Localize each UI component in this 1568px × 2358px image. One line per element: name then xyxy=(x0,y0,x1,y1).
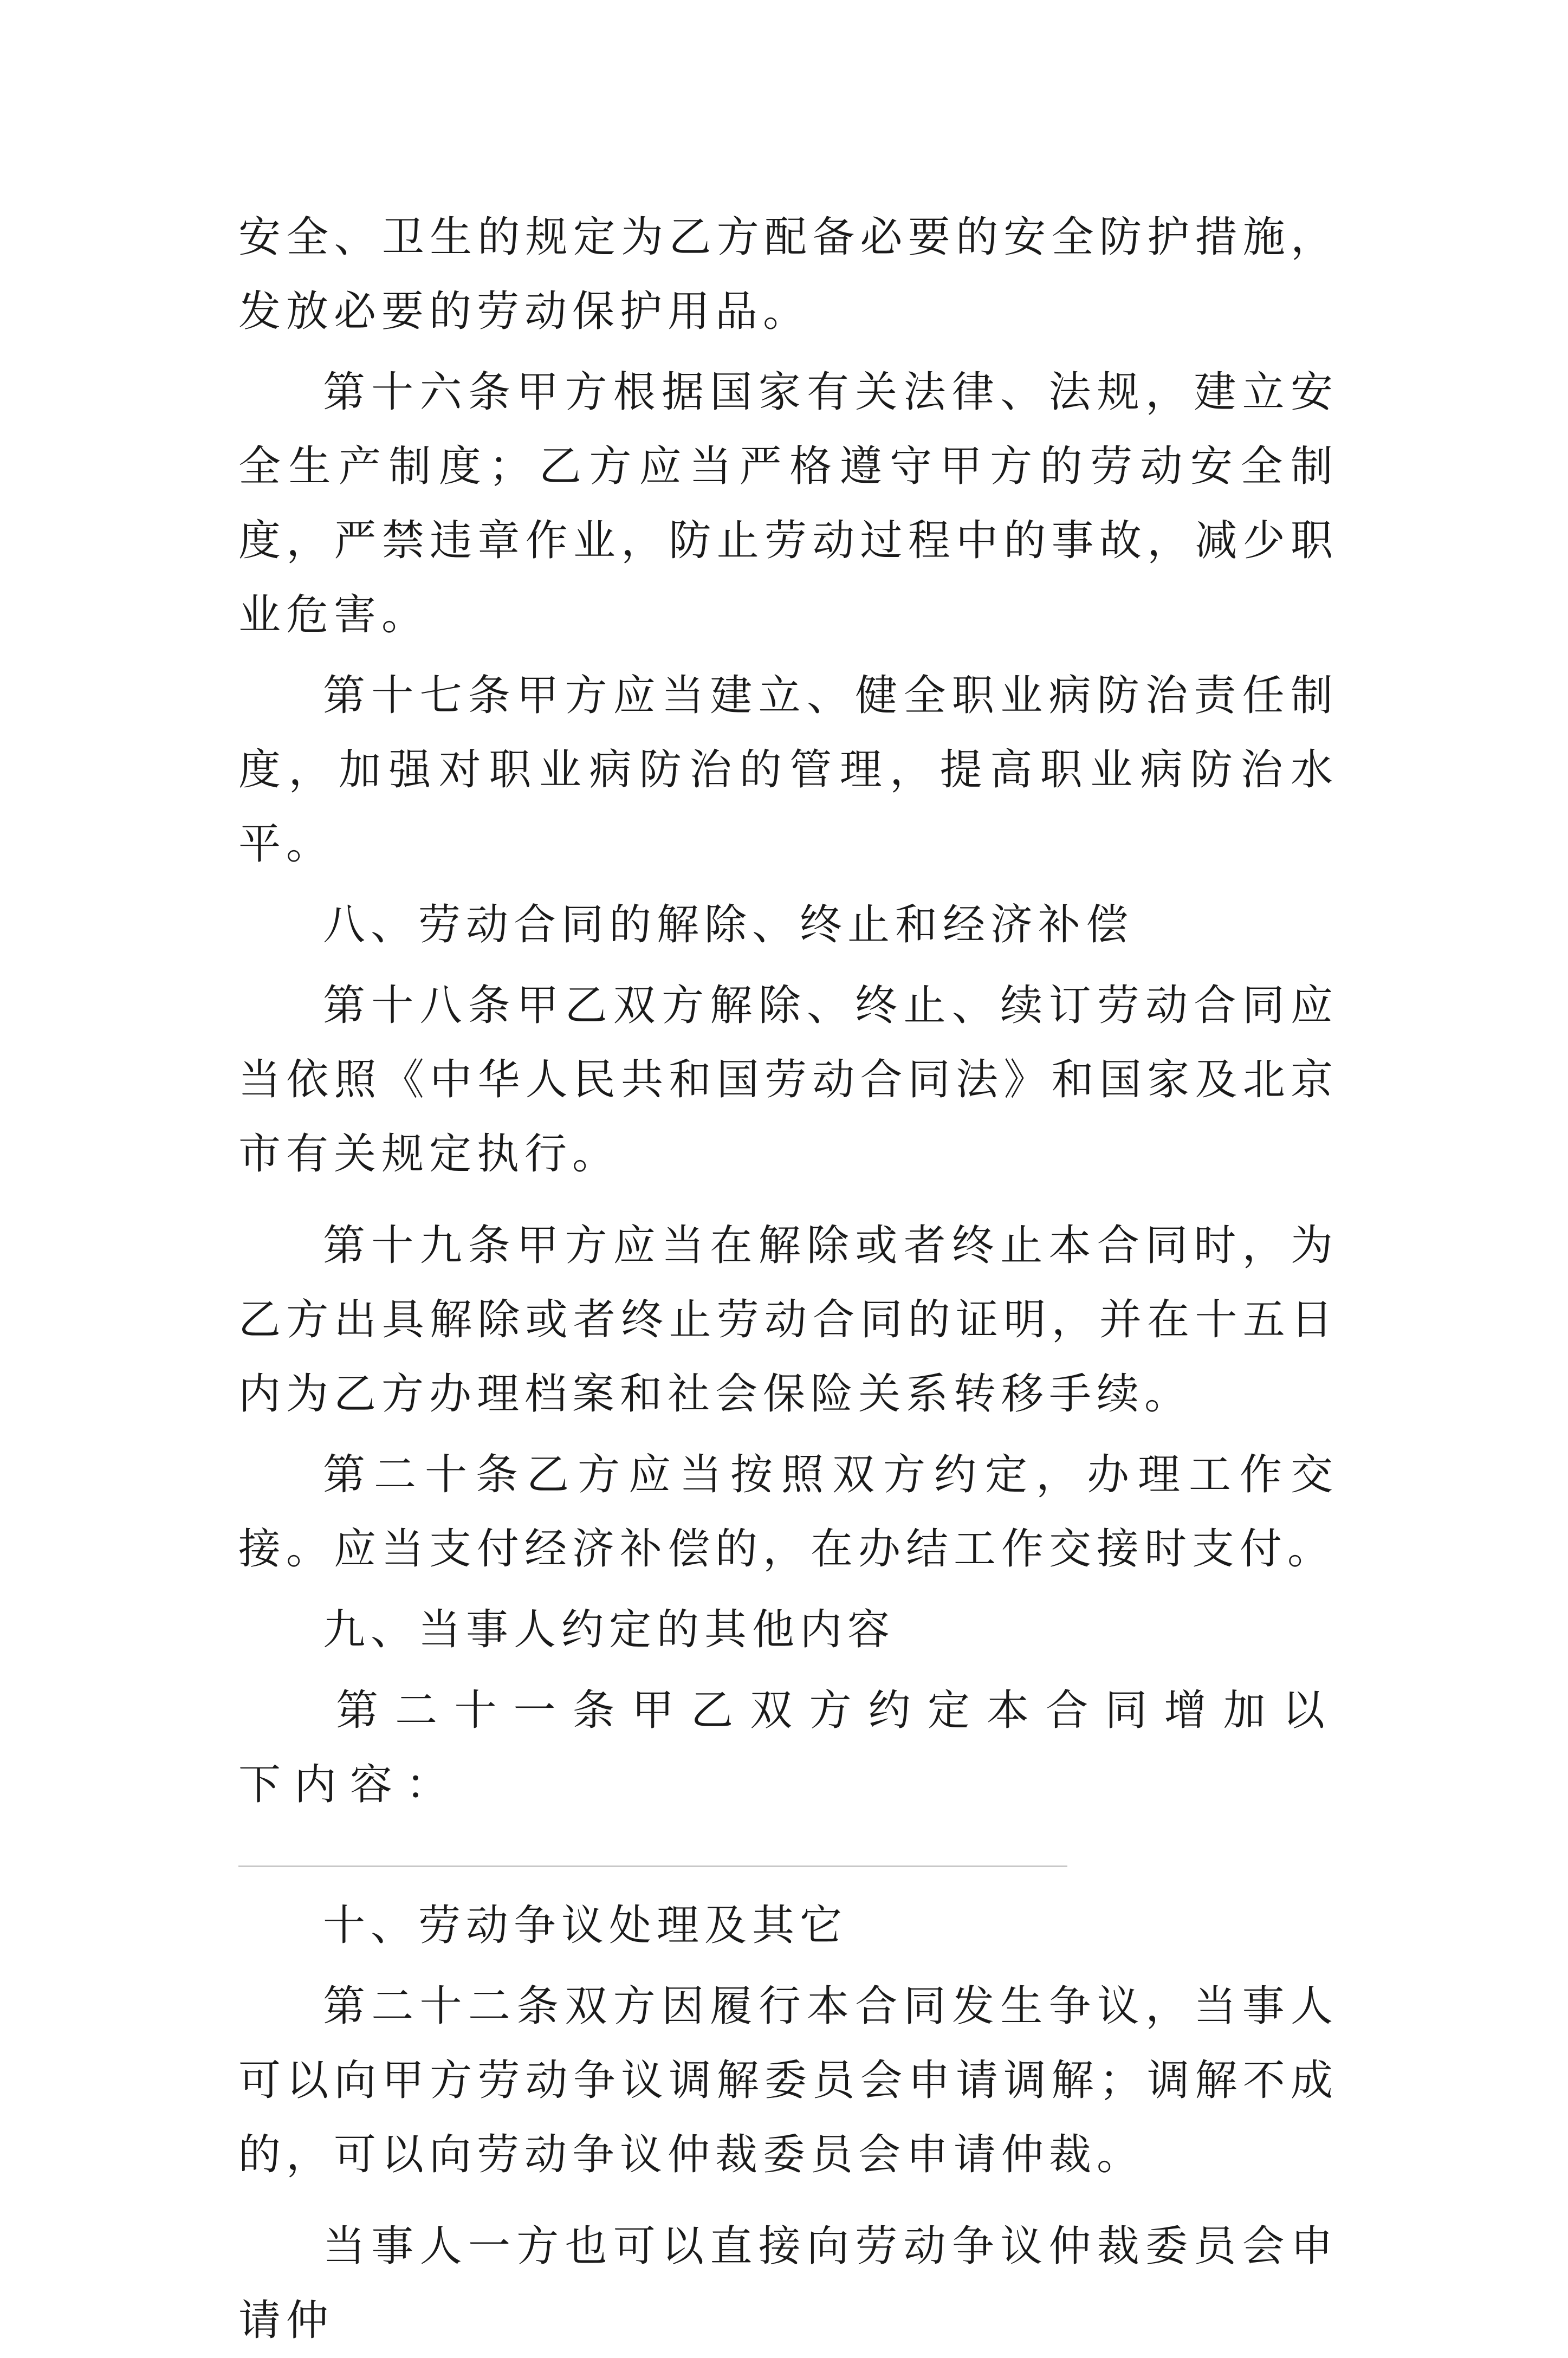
paragraph-article-20: 第二十条乙方应当按照双方约定，办理工作交接。应当支付经济补偿的，在办结工作交接时支付。 xyxy=(238,1450,1338,1573)
section-heading-10: 十、劳动争议处理及其它 xyxy=(323,1901,848,1950)
paragraph-direct-arbitration: 当事人一方也可以直接向劳动争议仲裁委员会申请仲 xyxy=(238,2222,1338,2345)
section-heading-8: 八、劳动合同的解除、终止和经济补偿 xyxy=(323,901,1134,949)
blank-fill-line xyxy=(238,1865,1067,1867)
paragraph-article-21: 第二十一条甲乙双方约定本合同增加以下内容： xyxy=(238,1686,1338,1809)
section-heading-9: 九、当事人约定的其他内容 xyxy=(323,1605,896,1654)
paragraph-article-19: 第十九条甲方应当在解除或者终止本合同时，为乙方出具解除或者终止劳动合同的证明，并在十五日内为乙方办理档案和社会保险关系转移手续。 xyxy=(238,1221,1338,1418)
paragraph-article-18: 第十八条甲乙双方解除、终止、续订劳动合同应当依照《中华人民共和国劳动合同法》和国家及北京市有关规定执行。 xyxy=(238,981,1338,1178)
paragraph-article-17: 第十七条甲方应当建立、健全职业病防治责任制度，加强对职业病防治的管理，提高职业病防治水平。 xyxy=(238,671,1338,869)
paragraph-safety-equipment: 安全、卫生的规定为乙方配备必要的安全防护措施，发放必要的劳动保护用品。 xyxy=(238,213,1338,336)
paragraph-article-16: 第十六条甲方根据国家有关法律、法规，建立安全生产制度；乙方应当严格遵守甲方的劳动安全制度，严禁违章作业，防止劳动过程中的事故，减少职业危害。 xyxy=(238,368,1338,639)
document-body xyxy=(238,200,1338,2358)
paragraph-article-22: 第二十二条双方因履行本合同发生争议，当事人可以向甲方劳动争议调解委员会申请调解；调解不成的，可以向劳动争议仲裁委员会申请仲裁。 xyxy=(238,1982,1338,2179)
